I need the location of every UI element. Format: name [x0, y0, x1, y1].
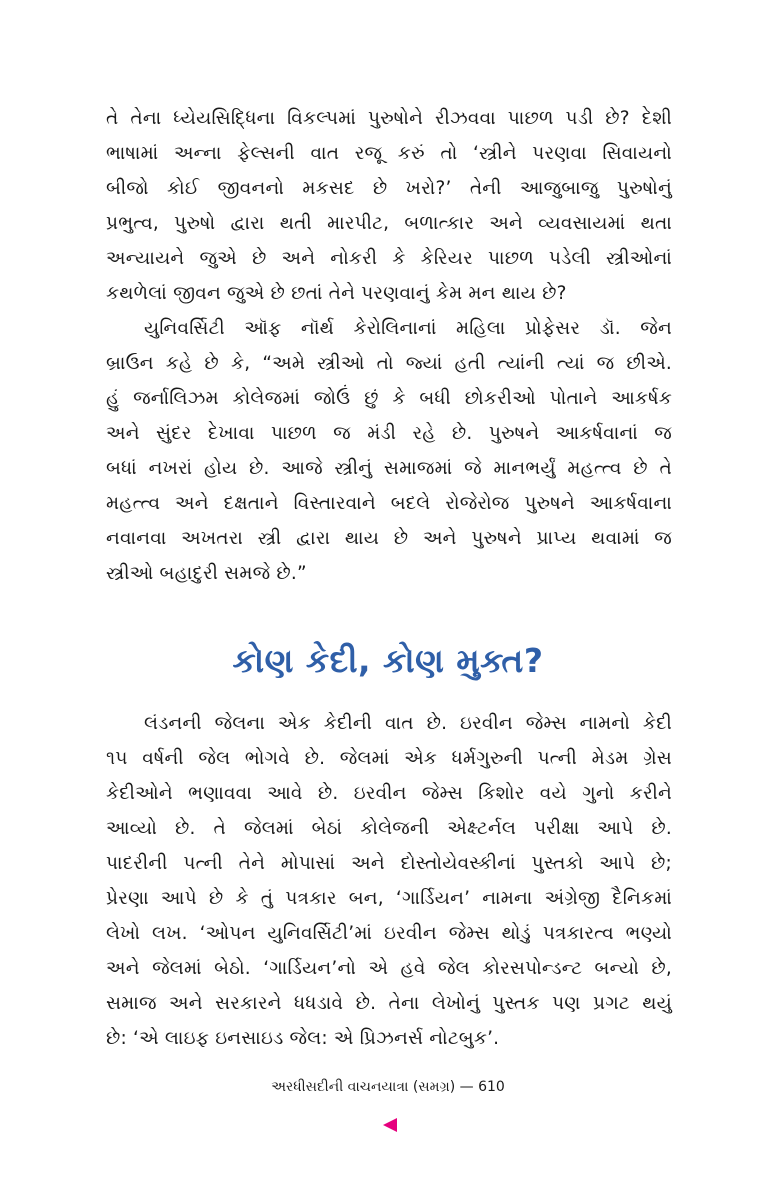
text-line: બધાં નખરાં હોય છે. આજે સ્ત્રીનું સમાજમાં જે માનભર્યું મહત્ત્વ છે તે	[106, 458, 672, 479]
paragraph-1	[106, 101, 672, 311]
text-line: બીજો કોઈ જીવનનો મકસદ છે ખરો?’ તેની આજુબાજુ પુરુષોનું	[106, 178, 672, 199]
prev-page-icon[interactable]	[383, 1118, 397, 1132]
text-line: પ્રભુત્વ, પુરુષો દ્વારા થતી મારપીટ, બળાત્કાર અને વ્યવસાયમાં થતા	[106, 213, 672, 234]
text-line: કથળેલાં જીવન જુએ છે છતાં તેને પરણવાનું કેમ મન થાય છે?	[106, 283, 567, 304]
text-line: ૧૫ વર્ષની જેલ ભોગવે છે. જેલમાં એક ધર્મગુરુની પત્ની મેડમ ગ્રેસ	[106, 748, 672, 769]
text-line: અને જેલમાં બેઠો. ‘ગાર્ડિયન’નો એ હવે જેલ કોરસપોન્ડન્ટ બન્યો છે,	[106, 958, 672, 979]
text-line: હું જર્નાલિઝમ કોલેજમાં જોઉં છું કે બધી છોકરીઓ પોતાને આકર્ષક	[106, 388, 672, 409]
section-heading: કોણ કેદી, કોણ મુક્ત?	[232, 641, 544, 680]
text-line: લંડનની જેલના એક કેદીની વાત છે. ઇરવીન જેમ્સ નામનો કેદી	[144, 713, 672, 734]
text-line: કેદીઓને ભણાવવા આવે છે. ઇરવીન જેમ્સ કિશોર વયે ગુનો કરીને	[106, 783, 672, 804]
text-line: છે: ‘એ લાઇફ ઇનસાઇડ જેલ: એ પ્રિઝનર્સ નોટબુક’.	[106, 1028, 500, 1049]
text-line: બ્રાઉન કહે છે કે, “અમે સ્ત્રીઓ તો જ્યાં હતી ત્યાંની ત્યાં જ છીએ.	[106, 353, 672, 374]
text-line: પાદરીની પત્ની તેને મોપાસાં અને દોસ્તોયેવસ્કીનાં પુસ્તકો આપે છે;	[106, 853, 672, 874]
text-line: નવાનવા અખતરા સ્ત્રી દ્વારા થાય છે અને પુરુષને પ્રાપ્ય થવામાં જ	[106, 528, 672, 549]
text-line: મહત્ત્વ અને દક્ષતાને વિસ્તારવાને બદલે રોજેરોજ પુરુષને આકર્ષવાના	[106, 493, 672, 514]
text-line: યુનિવર્સિટી ઑફ નૉર્થ કેરોલિનાનાં મહિલા પ્રોફેસર ડૉ. જેન	[144, 318, 672, 339]
text-line: લેખો લખ. ‘ઓપન યુનિવર્સિટી’માં ઇરવીન જેમ્સ થોડું પત્રકારત્વ ભણ્યો	[106, 923, 672, 944]
text-line: સમાજ અને સરકારને ધધડાવે છે. તેના લેખોનું પુસ્તક પણ પ્રગટ થયું	[106, 993, 672, 1014]
page-footer: અરધીસદીની વાચનયાત્રા (સમગ્ર) — 610	[271, 1079, 505, 1095]
text-line: અને સુંદર દેખાવા પાછળ જ મંડી રહે છે. પુરુષને આકર્ષવાનાં જ	[106, 423, 672, 444]
text-line: ભાષામાં અન્ના ફેલ્સની વાત રજૂ કરું તો ‘સ્ત્રીને પરણવા સિવાયનો	[106, 143, 672, 164]
text-line: અન્યાયને જુએ છે અને નોકરી કે કેરિયર પાછળ પડેલી સ્ત્રીઓનાં	[106, 248, 672, 269]
text-line: આવ્યો છે. તે જેલમાં બેઠાં કોલેજની એક્ષ્ટર્નલ પરીક્ષા આપે છે.	[106, 818, 672, 839]
paragraph-3	[106, 706, 672, 1056]
paragraph-2	[106, 311, 672, 591]
text-line: પ્રેરણા આપે છે કે તું પત્રકાર બન, ‘ગાર્ડિયન’ નામના અંગ્રેજી દૈનિકમાં	[106, 888, 672, 909]
text-line: તે તેના ધ્યેયસિદ્ધિના વિકલ્પમાં પુરુષોને રીઝવવા પાછળ પડી છે? દેશી	[106, 108, 672, 129]
text-line: સ્ત્રીઓ બહાદુરી સમજે છે.”	[106, 563, 307, 584]
